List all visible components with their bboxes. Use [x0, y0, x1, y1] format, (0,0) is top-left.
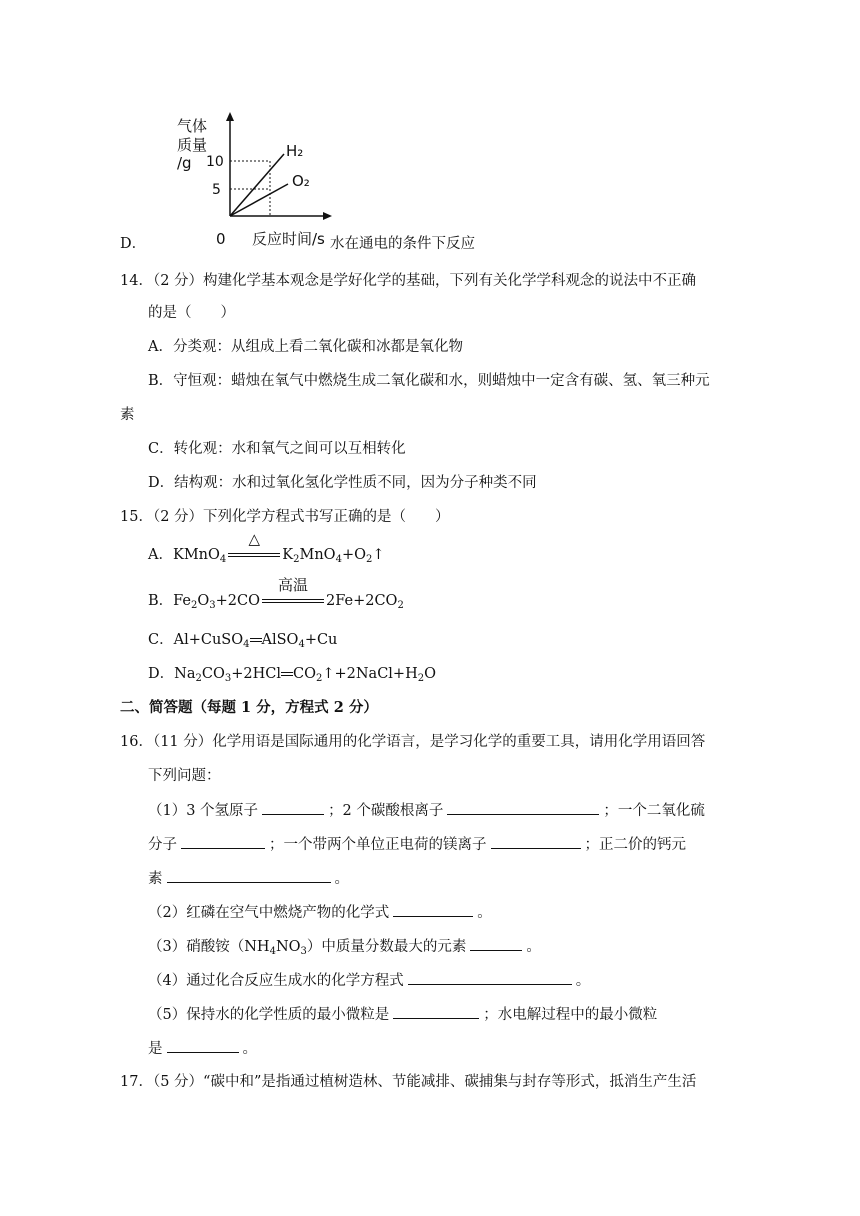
answer-blank[interactable]	[262, 800, 324, 815]
q14-option-b-line2: 素	[120, 407, 135, 423]
answer-blank[interactable]	[491, 834, 581, 849]
equation-sign-high-temp	[260, 576, 326, 611]
q14-option-a: A．分类观：从组成上看二氧化碳和冰都是氧化物	[148, 339, 463, 355]
q14-stem-line2: 的是（ ）	[148, 305, 235, 321]
ylabel-line1: 气体	[177, 117, 208, 135]
q16-part3: （3）硝酸铵$(NH_4NO_3)$中质量分数最大的元素 。	[148, 936, 541, 957]
q14-stem-line1: 14．（2 分）构建化学基本观念是学好化学的基础，下列有关化学学科观念的说法中不正确	[120, 273, 697, 289]
q16-part1-line3: 素 。	[148, 868, 349, 889]
equation-sign-heat	[226, 530, 282, 565]
q15-b-label: B．	[148, 593, 174, 609]
q14-option-d: D．结构观：水和过氧化氢化学性质不同，因为分子种类不同	[148, 475, 537, 491]
q16-part1-line1: （1）3 个氢原子 ；2 个碳酸根离子 ；一个二氧化硫	[148, 800, 705, 821]
q15-a-label: A．	[148, 547, 173, 563]
ylabel-line2: 质量	[177, 136, 208, 154]
answer-blank[interactable]	[393, 902, 473, 917]
q15-option-a: A．KMnO$_4$ △ $K_2MnO_4+O_2↑$	[148, 530, 385, 565]
q16-stem-line2: 下列问题：	[148, 768, 221, 784]
q14-option-b-line1: B．守恒观：蜡烛在氧气中燃烧生成二氧化碳和水，则蜡烛中一定含有碳、氢、氧三种元	[148, 373, 710, 389]
section-2-title: 二、简答题（每题 1 分，方程式 2 分）	[120, 699, 378, 716]
q16-stem-line1: 16．（11 分）化学用语是国际通用的化学语言，是学习化学的重要工具，请用化学用语回答	[120, 734, 706, 750]
high-temp-condition: 高温	[278, 576, 309, 594]
series-line-h2	[230, 154, 284, 216]
q15-option-c: C．Al+CuSO$_4$ AlSO$_4$+Cu	[148, 632, 338, 650]
q15-d-label: D．	[148, 666, 175, 682]
q15-stem: 15．（2 分）下列化学方程式书写正确的是（ ）	[120, 509, 450, 525]
q13-option-d-text: 水在通电的条件下反应	[330, 236, 475, 252]
q13-d-label: D．	[120, 236, 147, 252]
q16-part5-line1: （5）保持水的化学性质的最小微粒是 ；水电解过程中的最小微粒	[148, 1004, 657, 1025]
series-label-h2: H₂	[286, 142, 304, 160]
heat-condition: △	[248, 530, 261, 548]
gas-mass-time-graph	[160, 108, 360, 248]
q14-option-c: C．转化观：水和氧气之间可以互相转化	[148, 441, 406, 457]
q15-option-d: D．$Na_2CO_3+2HCl$ $CO_2↑+2NaCl+H_2O$	[148, 666, 436, 684]
q15-option-b: B．$Fe_2O_3+2CO$ 高温 $2Fe+2CO_2$	[148, 576, 404, 611]
answer-blank[interactable]	[470, 936, 522, 951]
q15-c-label: C．	[148, 632, 174, 648]
tick-label-10: 10	[206, 154, 224, 170]
origin-label: 0	[216, 230, 226, 248]
q17-stem-line1: 17．（5 分）“碳中和”是指通过植树造林、节能减排、碳捕集与封存等形式，抵消生产生活	[120, 1074, 697, 1090]
q16-part1-line2: 分子 ；一个带两个单位正电荷的镁离子 ；正二价的钙元	[148, 834, 686, 855]
y-axis-label	[177, 117, 207, 172]
answer-blank[interactable]	[447, 800, 599, 815]
x-axis-label: 反应时间/s	[252, 230, 325, 248]
equals-sign	[250, 630, 262, 650]
equals-sign	[281, 664, 293, 684]
y-axis-arrow	[226, 112, 234, 121]
q16-part4: （4）通过化合反应生成水的化学方程式 。	[148, 970, 590, 991]
answer-blank[interactable]	[393, 1004, 479, 1019]
tick-label-5: 5	[212, 182, 221, 198]
q13-option-d	[120, 234, 146, 254]
ylabel-line3: /g	[177, 154, 192, 172]
answer-blank[interactable]	[408, 970, 572, 985]
series-label-o2: O₂	[292, 172, 310, 190]
x-axis-arrow	[323, 212, 332, 220]
answer-blank[interactable]	[167, 1038, 239, 1053]
answer-blank[interactable]	[181, 834, 265, 849]
q16-part5-line2: 是 。	[148, 1038, 257, 1059]
q16-part2: （2）红磷在空气中燃烧产物的化学式 。	[148, 902, 492, 923]
answer-blank[interactable]	[167, 868, 331, 883]
